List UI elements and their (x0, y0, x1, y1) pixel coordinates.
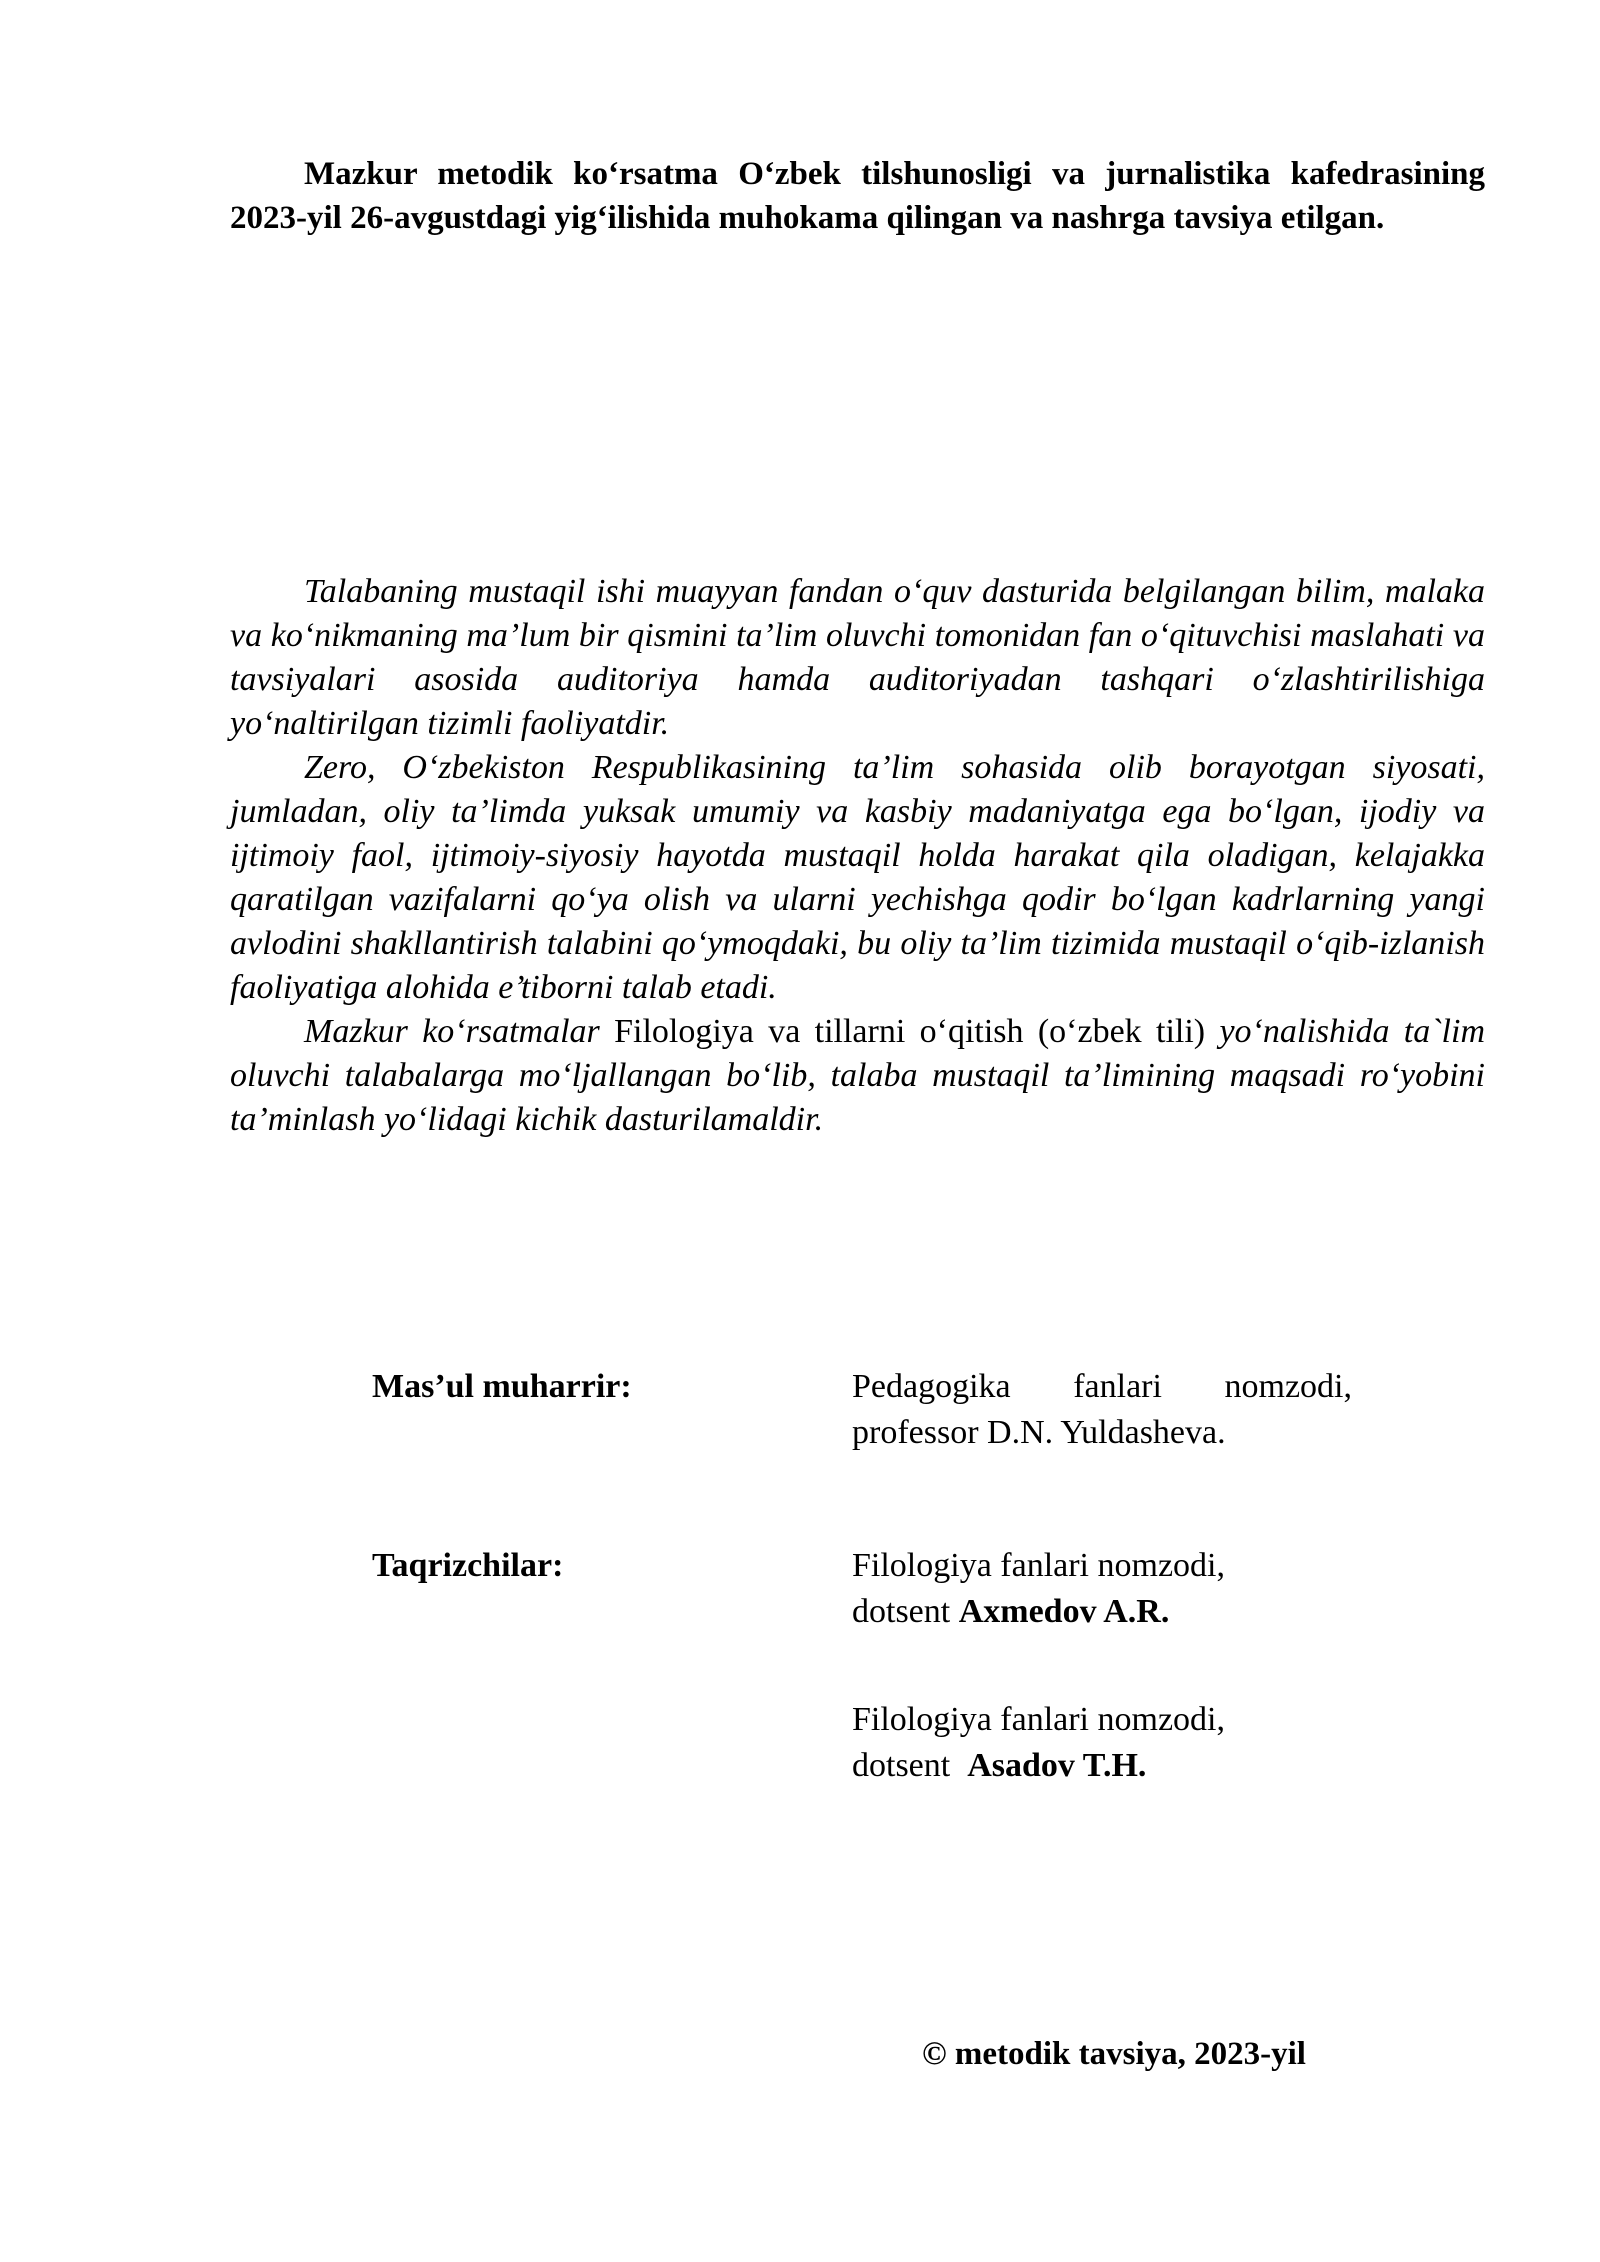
editor-info (852, 1364, 1352, 1456)
reviewer-1-name: Axmedov A.R. (958, 1593, 1170, 1630)
reviewer-2-name: Asadov T.H. (967, 1747, 1147, 1784)
paragraph-2: Zero, O‘zbekiston Respublikasining ta’lim sohasida olib borayotgan siyosati, jumladan, oliy ta’limda yuksak umumiy va kasbiy madaniyatga ega bo‘lgan, ijodiy va ijtimoiy faol, ijtimoiy-siyosiy hayotda mustaqil holda harakat qila oladigan, kelajakka qaratilgan vazifalarni qo‘ya olish va ularni yechishga qodir bo‘lgan kadrlarning yangi avlodini shakllantirish talabini qo‘ymoqdaki, bu oliy ta’lim tizimida mustaqil o‘qib-izlanish faoliyatiga alohida e’tiborni talab etadi. (230, 749, 1485, 1006)
reviewer-2-rank: dotsent (852, 1747, 968, 1784)
approval-note: Mazkur metodik ko‘rsatma O‘zbek tilshunosligi va jurnalistika kafedrasining 2023-yil 26-avgustdagi yig‘ilishida muhokama qilingan va nashrga tavsiya etilgan. (230, 156, 1485, 236)
reviewer-1-rank: dotsent (852, 1593, 959, 1630)
paragraph-1: Talabaning mustaqil ishi muayyan fandan o‘quv dasturida belgilangan bilim, malaka va ko‘nikmaning ma’lum bir qismini ta’lim oluvchi tomonidan fan o‘qituvchisi maslahati va tavsiyalari asosida auditoriya hamda auditoriyadan tashqari o‘zlashtirilishiga yo‘naltirilgan tizimli faoliyatdir. (230, 573, 1485, 742)
editor-name: professor D.N. Yuldasheva. (852, 1414, 1226, 1451)
reviewer-1-degree: Filologiya fanlari nomzodi, (852, 1547, 1225, 1584)
reviewer-2-info (852, 1697, 1352, 1789)
editor-degree: Pedagogika fanlari nomzodi, (852, 1368, 1352, 1405)
paragraph-3-specialty: Filologiya va tillarni o‘qitish (o‘zbek tili) (614, 1013, 1220, 1050)
reviewer-2-title (852, 1743, 1352, 1789)
reviewer-2-degree: Filologiya fanlari nomzodi, (852, 1701, 1225, 1738)
editor-row (372, 1364, 1352, 1456)
reviewer-1-info (852, 1543, 1352, 1635)
copyright-notice: © metodik tavsiya, 2023-yil (922, 2036, 1306, 2072)
reviewer-1-title (852, 1589, 1352, 1635)
paragraph-3-end: yo‘nalishida ta`lim oluvchi talabalarga mo‘ljallangan bo‘lib, talaba mustaqil ta’limining maqsadi ro‘yobini ta’minlash yo‘lidagi kichik dasturilamaldir. (230, 1013, 1486, 1138)
paragraph-3-start: Mazkur ko‘rsatmalar (304, 1013, 615, 1050)
reviewers-row (372, 1543, 1352, 1635)
body-text (230, 570, 1485, 1142)
paragraph-3 (230, 1010, 1485, 1142)
editor-label: Mas’ul muharrir: (372, 1368, 632, 1405)
reviewers-label: Taqrizchilar: (372, 1547, 564, 1584)
